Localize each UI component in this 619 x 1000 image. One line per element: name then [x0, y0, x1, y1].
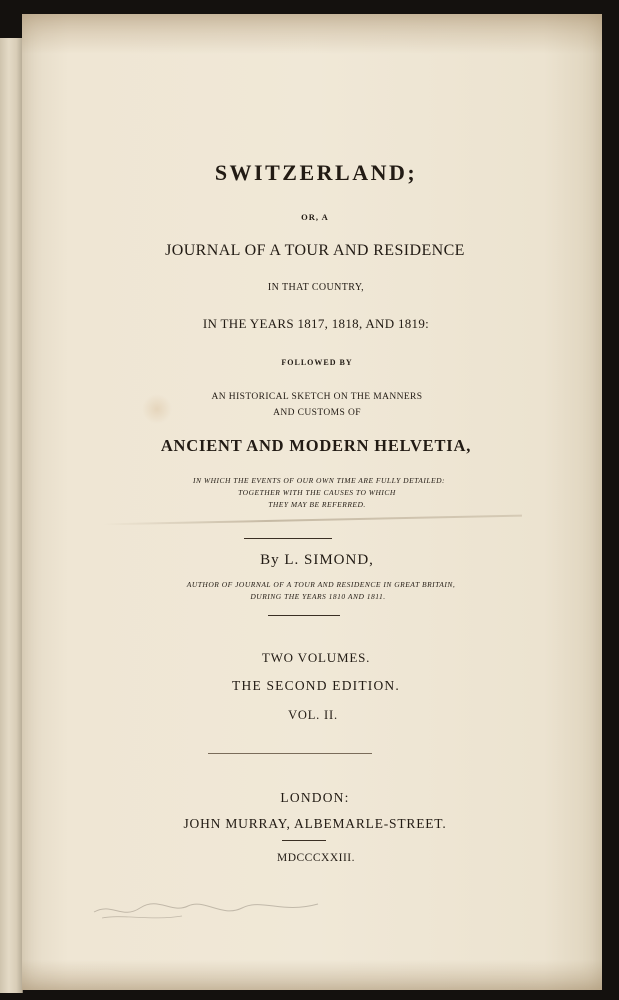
imprint-date: MDCCCXXIII.: [276, 852, 355, 864]
followed-by: FOLLOWED BY: [281, 358, 353, 367]
pencil-inscription-mark: [92, 894, 322, 924]
edition-line: THE SECOND EDITION.: [232, 678, 400, 693]
page-crease: [102, 515, 522, 526]
imprint-publisher: JOHN MURRAY, ALBEMARLE-STREET.: [183, 816, 447, 831]
subtitle-country: IN THAT COUNTRY,: [267, 282, 365, 293]
description-line-2: TOGETHER WITH THE CAUSES TO WHICH: [238, 488, 396, 497]
title-page: [22, 14, 602, 990]
author-note-1: AUTHOR OF JOURNAL OF A TOUR AND RESIDENCE IN GREAT BRITAIN,: [186, 580, 456, 589]
subtitle-years: IN THE YEARS 1817, 1818, AND 1819:: [202, 316, 430, 331]
divider-rule: [244, 538, 332, 539]
divider-rule: [282, 840, 326, 841]
description-line-1: IN WHICH THE EVENTS OF OUR OWN TIME ARE FULLY DETAILED:: [192, 476, 446, 485]
author-note-2: DURING THE YEARS 1810 AND 1811.: [250, 592, 386, 601]
book-cover-edge: [0, 38, 23, 993]
imprint-place: LONDON:: [280, 790, 350, 805]
volume-number: VOL. II.: [288, 708, 338, 722]
author-line: By L. SIMOND,: [260, 552, 374, 568]
helvetia-heading: ANCIENT AND MODERN HELVETIA,: [160, 436, 472, 455]
sketch-line-2: AND CUSTOMS OF: [273, 408, 361, 418]
description-line-3: THEY MAY BE REFERRED.: [268, 500, 366, 509]
sketch-line-1: AN HISTORICAL SKETCH ON THE MANNERS: [211, 392, 423, 402]
divider-rule: [268, 615, 340, 616]
divider-rule: [208, 753, 372, 754]
book-subtitle: JOURNAL OF A TOUR AND RESIDENCE: [165, 242, 465, 259]
book-title: SWITZERLAND;: [214, 160, 418, 185]
title-connector: OR, A: [301, 212, 329, 222]
volumes-line: TWO VOLUMES.: [261, 650, 371, 665]
